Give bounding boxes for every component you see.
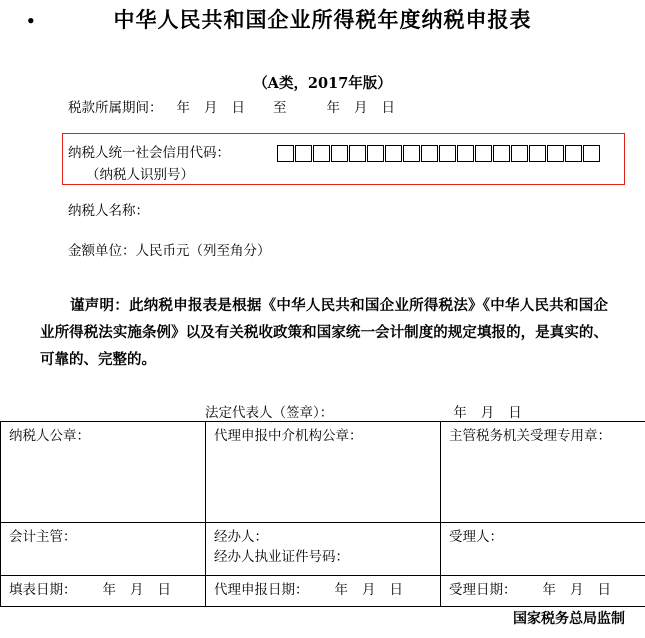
code-cell[interactable] xyxy=(403,145,420,162)
page-subtitle: （A类，2017年版） xyxy=(253,75,392,92)
tax-authority-seal-label: 主管税务机关受理专用章： xyxy=(449,428,611,444)
code-cell[interactable] xyxy=(457,145,474,162)
tax-period-label: 税款所属期间： xyxy=(68,100,163,116)
credit-code-label: 纳税人统一社会信用代码： xyxy=(68,145,230,161)
taxpayer-seal-cell[interactable] xyxy=(1,422,206,523)
legal-representative-row xyxy=(205,401,522,421)
tax-period-end-month: 月 xyxy=(354,100,368,116)
code-cell[interactable] xyxy=(367,145,384,162)
code-cell[interactable] xyxy=(583,145,600,162)
declaration-text: 谨声明：此纳税申报表是根据《中华人民共和国企业所得税法》《中华人民共和国企业所得税法实施条例》以及有关税收政策和国家统一会计制度的规定填报的，是真实的、可靠的、完整的。 xyxy=(40,297,608,368)
tax-period-end-year: 年 xyxy=(326,100,340,116)
agent-seal-label: 代理申报中介机构公章： xyxy=(214,428,363,444)
tax-period-to: 至 xyxy=(273,100,287,116)
code-cell[interactable] xyxy=(547,145,564,162)
legal-rep-month: 月 xyxy=(480,405,495,421)
fill-date-day: 日 xyxy=(157,582,171,598)
accept-date-cell[interactable] xyxy=(441,576,645,607)
fill-date-cell[interactable] xyxy=(1,576,206,607)
receiver-cell[interactable] xyxy=(441,523,645,576)
agent-handler-cell[interactable] xyxy=(206,523,441,576)
agent-declare-date-year: 年 xyxy=(334,582,348,598)
agent-handler-label: 经办人： xyxy=(214,529,268,545)
tax-period-end-day: 日 xyxy=(381,100,395,116)
code-cell[interactable] xyxy=(421,145,438,162)
agent-declare-date-label: 代理申报日期： xyxy=(214,582,309,598)
agent-license-number-label: 经办人执业证件号码： xyxy=(214,549,349,565)
agent-seal-cell[interactable] xyxy=(206,422,441,523)
tax-period-start-day: 日 xyxy=(231,100,245,116)
legal-representative-label: 法定代表人（签章）： xyxy=(205,405,334,421)
code-cell[interactable] xyxy=(475,145,492,162)
code-cell[interactable] xyxy=(511,145,528,162)
legal-rep-day: 日 xyxy=(508,405,522,421)
page-title: 中华人民共和国企业所得税年度纳税申报表 xyxy=(113,7,532,32)
tax-authority-seal-cell[interactable] xyxy=(441,422,645,523)
accounting-supervisor-cell[interactable] xyxy=(1,523,206,576)
code-cell[interactable] xyxy=(277,145,294,162)
tax-period-row xyxy=(68,96,395,116)
receiver-label: 受理人： xyxy=(449,529,503,545)
fill-date-month: 月 xyxy=(130,582,144,598)
tax-period-start-year: 年 xyxy=(176,100,190,116)
taxpayer-name-label: 纳税人名称： xyxy=(68,203,149,219)
code-cell[interactable] xyxy=(331,145,348,162)
agent-declare-date-month: 月 xyxy=(362,582,376,598)
code-cell[interactable] xyxy=(493,145,510,162)
fill-date-year: 年 xyxy=(102,582,116,598)
credit-code-input-boxes[interactable] xyxy=(277,145,600,162)
tax-period-start-month: 月 xyxy=(204,100,218,116)
accept-date-year: 年 xyxy=(542,582,556,598)
code-cell[interactable] xyxy=(439,145,456,162)
agent-declare-date-cell[interactable] xyxy=(206,576,441,607)
fill-date-label: 填表日期： xyxy=(9,582,77,598)
agent-declare-date-day: 日 xyxy=(389,582,403,598)
code-cell[interactable] xyxy=(313,145,330,162)
taxpayer-seal-label: 纳税人公章： xyxy=(9,428,90,444)
footer-issuer-note: 国家税务总局监制 xyxy=(513,611,625,627)
accept-date-month: 月 xyxy=(570,582,584,598)
signature-table xyxy=(0,421,645,607)
code-cell[interactable] xyxy=(529,145,546,162)
table-row xyxy=(1,523,645,576)
amount-unit-label: 金额单位：人民币元（列至角分） xyxy=(68,243,271,259)
accept-date-label: 受理日期： xyxy=(449,582,517,598)
code-cell[interactable] xyxy=(385,145,402,162)
taxpayer-id-label: （纳税人识别号） xyxy=(86,167,194,183)
corner-dot-mark: • xyxy=(26,12,36,30)
code-cell[interactable] xyxy=(349,145,366,162)
accept-date-day: 日 xyxy=(597,582,611,598)
code-cell[interactable] xyxy=(565,145,582,162)
table-row xyxy=(1,576,645,607)
table-row xyxy=(1,422,645,523)
legal-rep-year: 年 xyxy=(453,405,467,421)
accounting-supervisor-label: 会计主管： xyxy=(9,529,77,545)
code-cell[interactable] xyxy=(295,145,312,162)
